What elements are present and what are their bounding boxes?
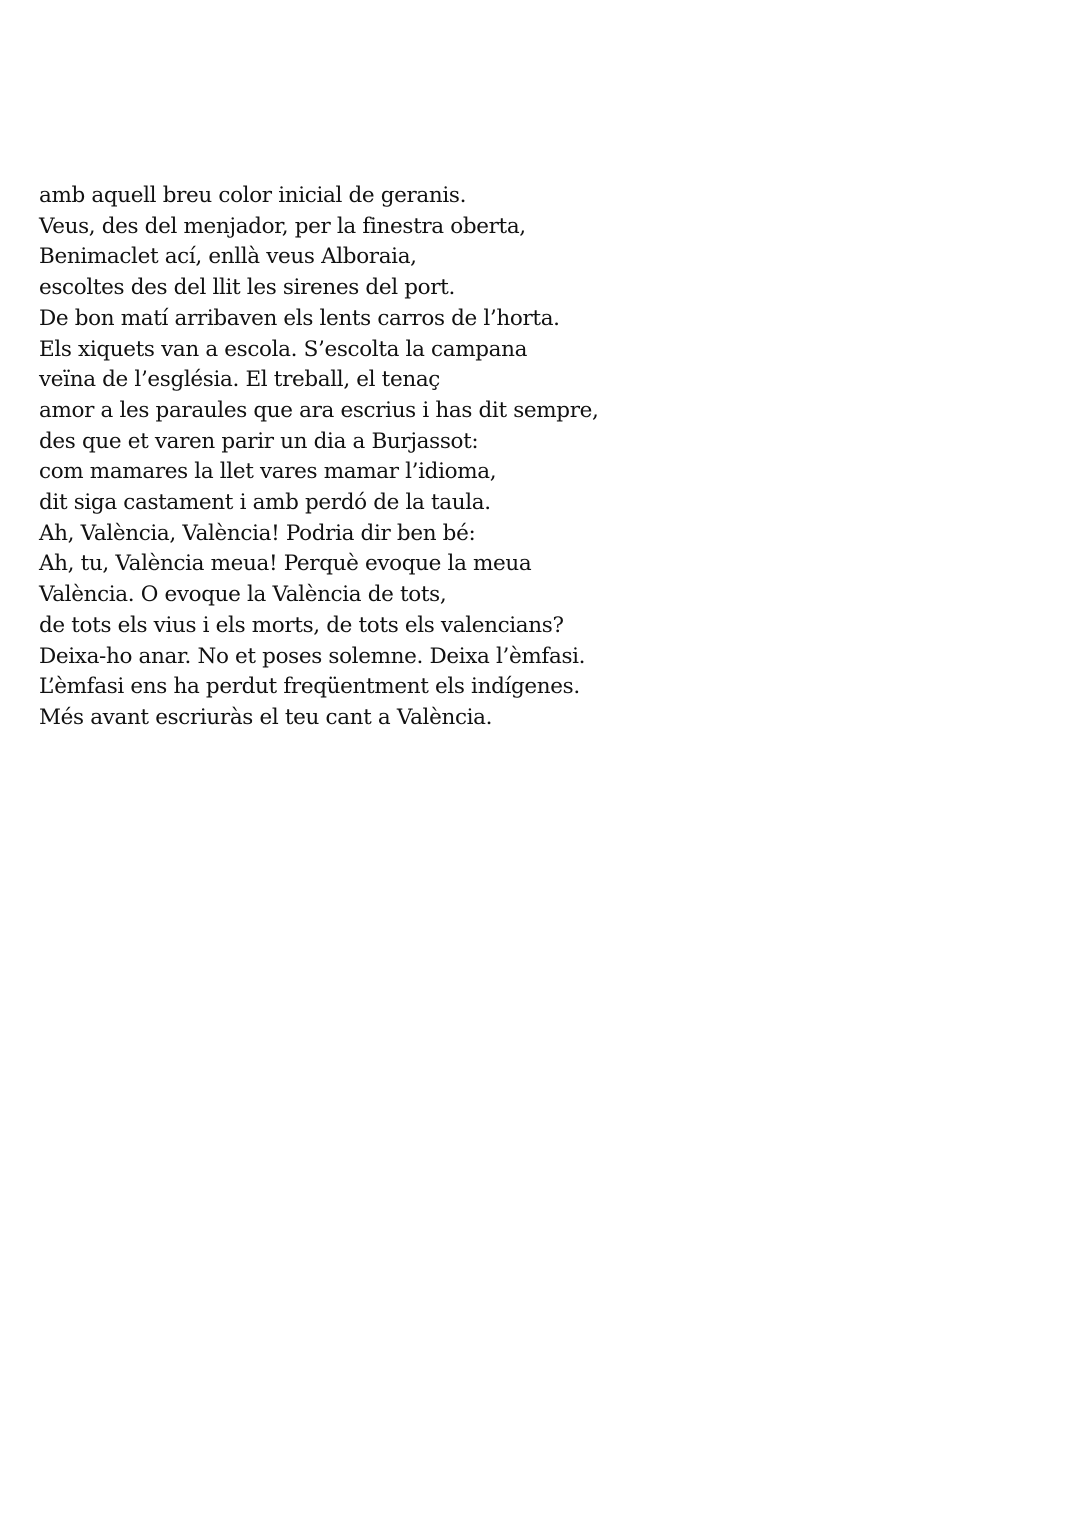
verse-line: amor a les paraules que ara escrius i has dit sempre, — [39, 397, 599, 423]
poem-text — [39, 181, 1039, 734]
verse-line: L’èmfasi ens ha perdut freqüentment els indígenes. — [39, 674, 580, 700]
verse-line: Més avant escriuràs el teu cant a València. — [39, 704, 493, 730]
verse-line: dit siga castament i amb perdó de la taula. — [39, 490, 491, 516]
verse-line: Els xiquets van a escola. S’escolta la campana — [39, 336, 528, 362]
verse-line: com mamares la llet vares mamar l’idioma, — [39, 459, 497, 485]
verse-line: amb aquell breu color inicial de geranis. — [39, 183, 467, 208]
verse-line: Ah, tu, València meua! Perquè evoque la meua — [39, 551, 532, 577]
verse-line: Veus, des del menjador, per la finestra oberta, — [39, 213, 526, 239]
verse-line: Deixa-ho anar. No et poses solemne. Deixa l’èmfasi. — [39, 643, 586, 669]
verse-line: Benimaclet ací, enllà veus Alboraia, — [39, 244, 417, 270]
verse-line: Ah, València, València! Podria dir ben bé: — [39, 520, 476, 546]
verse-line: veïna de l’església. El treball, el tenaç — [39, 367, 440, 393]
verse-line: València. O evoque la València de tots, — [39, 582, 447, 608]
verse-line: de tots els vius i els morts, de tots els valencians? — [39, 612, 564, 638]
verse-line: De bon matí arribaven els lents carros de l’horta. — [39, 305, 560, 331]
verse-line: escoltes des del llit les sirenes del port. — [39, 275, 455, 301]
verse-line: des que et varen parir un dia a Burjassot: — [39, 428, 479, 454]
